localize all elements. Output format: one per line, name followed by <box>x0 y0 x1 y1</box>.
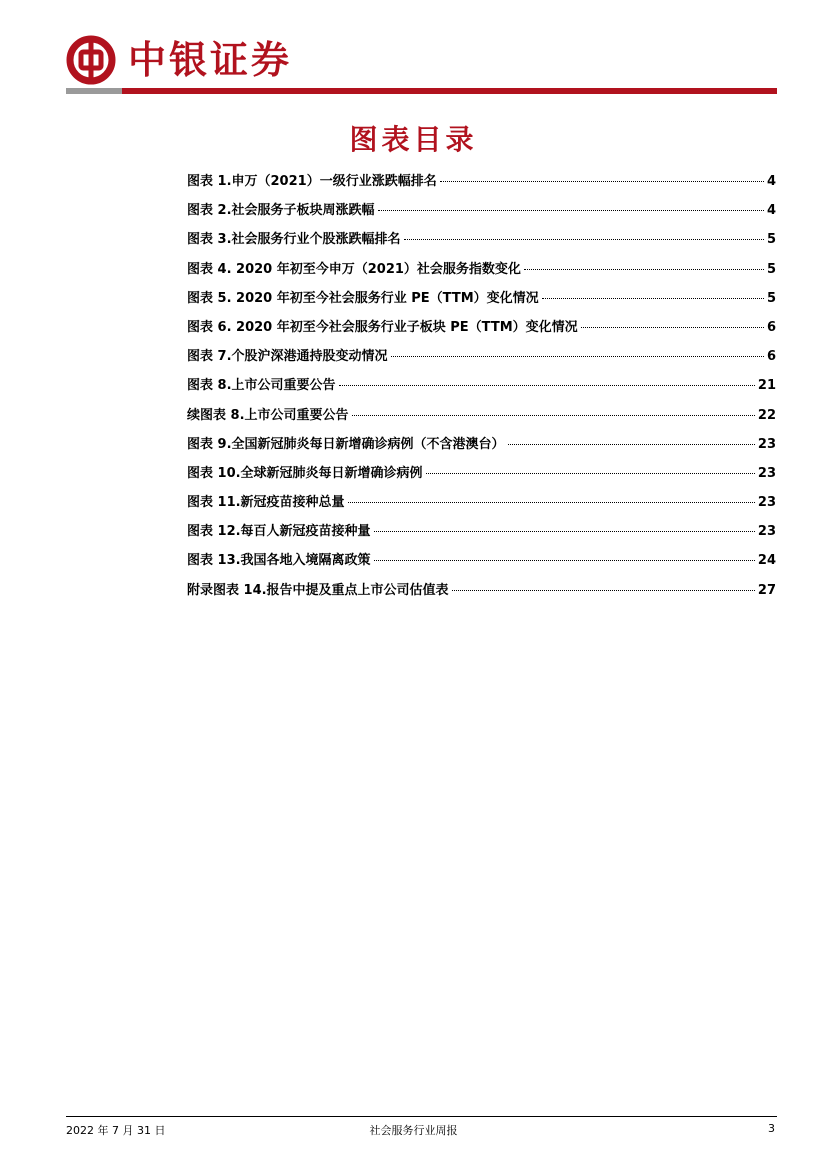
toc-entry[interactable] <box>187 228 776 257</box>
toc-entry-label[interactable]: 图表 3.社会服务行业个股涨跌幅排名 <box>187 232 401 248</box>
toc-entry-page[interactable]: 4 <box>766 174 776 189</box>
footer-date: 2022 年 7 月 31 日 <box>66 1124 166 1137</box>
toc-entry-label[interactable]: 图表 6. 2020 年初至今社会服务行业子板块 PE（TTM）变化情况 <box>187 319 578 335</box>
toc-entry-page[interactable]: 6 <box>766 349 776 365</box>
toc-entry-label[interactable]: 图表 12.每百人新冠疫苗接种量 <box>187 524 371 540</box>
toc-entry-page[interactable]: 24 <box>757 553 776 569</box>
header-divider-accent <box>66 88 122 94</box>
toc-leader-dots <box>348 502 755 503</box>
toc-entry[interactable] <box>187 579 776 608</box>
header-divider <box>66 88 777 94</box>
toc-entry[interactable] <box>187 258 776 287</box>
brand-name: 中银证券 <box>128 37 293 82</box>
toc-leader-dots <box>452 590 755 591</box>
toc-entry-page[interactable]: 23 <box>757 465 776 481</box>
toc-entry[interactable] <box>187 345 776 374</box>
bank-of-china-logo-icon <box>66 35 116 85</box>
toc-leader-dots <box>524 269 764 270</box>
toc-leader-dots <box>581 327 764 328</box>
toc-entry-label[interactable]: 续图表 8.上市公司重要公告 <box>187 407 349 423</box>
toc-entry-label[interactable]: 图表 8.上市公司重要公告 <box>187 378 336 394</box>
toc-leader-dots <box>352 415 755 416</box>
footer-report-name: 社会服务行业周报 <box>369 1124 458 1137</box>
toc-entry-page[interactable]: 4 <box>766 203 776 219</box>
toc-entry-label[interactable]: 图表 2.社会服务子板块周涨跌幅 <box>187 203 375 219</box>
toc-entry-label[interactable]: 图表 13.我国各地入境隔离政策 <box>187 553 371 569</box>
toc-entry-label[interactable]: 图表 7.个股沪深港通持股变动情况 <box>187 349 388 365</box>
toc-entry-label[interactable]: 图表 1.申万（2021）一级行业涨跌幅排名 <box>187 174 437 189</box>
toc-entry-page[interactable]: 23 <box>757 495 776 511</box>
toc-leader-dots <box>339 385 755 386</box>
footer-page-number: 3 <box>768 1122 775 1135</box>
toc-entry-page[interactable]: 5 <box>766 232 776 248</box>
toc-entry-label[interactable]: 图表 5. 2020 年初至今社会服务行业 PE（TTM）变化情况 <box>187 290 539 306</box>
toc-entry-label[interactable]: 图表 10.全球新冠肺炎每日新增确诊病例 <box>187 465 423 481</box>
toc-entry-page[interactable]: 23 <box>757 436 776 452</box>
toc-entry-page[interactable]: 23 <box>757 524 776 540</box>
toc-entry-page[interactable]: 21 <box>757 378 776 394</box>
footer-divider <box>66 1116 777 1117</box>
toc-leader-dots <box>391 356 764 357</box>
toc-entry[interactable] <box>187 199 776 228</box>
toc-entry-page[interactable]: 22 <box>757 407 776 423</box>
toc-entry-label[interactable]: 图表 9.全国新冠肺炎每日新增确诊病例（不含港澳台） <box>187 436 505 452</box>
toc-entry[interactable] <box>187 316 776 345</box>
brand-header <box>66 34 292 86</box>
toc-leader-dots <box>374 560 755 561</box>
toc-entry-page[interactable]: 5 <box>766 290 776 306</box>
toc-entry[interactable] <box>187 374 776 403</box>
toc-entry-label[interactable]: 图表 4. 2020 年初至今申万（2021）社会服务指数变化 <box>187 261 521 277</box>
toc-leader-dots <box>404 239 764 240</box>
toc-entry[interactable] <box>187 404 776 433</box>
toc-entry-label[interactable]: 附录图表 14.报告中提及重点上市公司估值表 <box>187 582 449 598</box>
toc-list <box>187 170 776 608</box>
toc-entry[interactable] <box>187 287 776 316</box>
toc-leader-dots <box>508 444 755 445</box>
toc-entry-page[interactable]: 5 <box>766 261 776 277</box>
toc-entry-page[interactable]: 6 <box>766 319 776 335</box>
toc-entry-label[interactable]: 图表 11.新冠疫苗接种总量 <box>187 495 345 511</box>
toc-entry[interactable] <box>187 491 776 520</box>
toc-leader-dots <box>374 531 755 532</box>
toc-leader-dots <box>542 298 764 299</box>
toc-leader-dots <box>440 181 764 182</box>
toc-entry-page[interactable]: 27 <box>757 582 776 598</box>
toc-entry[interactable] <box>187 170 776 199</box>
toc-entry[interactable] <box>187 520 776 549</box>
toc-leader-dots <box>378 210 764 211</box>
toc-leader-dots <box>426 473 755 474</box>
toc-entry[interactable] <box>187 462 776 491</box>
toc-title: 图表目录 <box>349 123 478 156</box>
toc-entry[interactable] <box>187 549 776 578</box>
toc-entry[interactable] <box>187 433 776 462</box>
